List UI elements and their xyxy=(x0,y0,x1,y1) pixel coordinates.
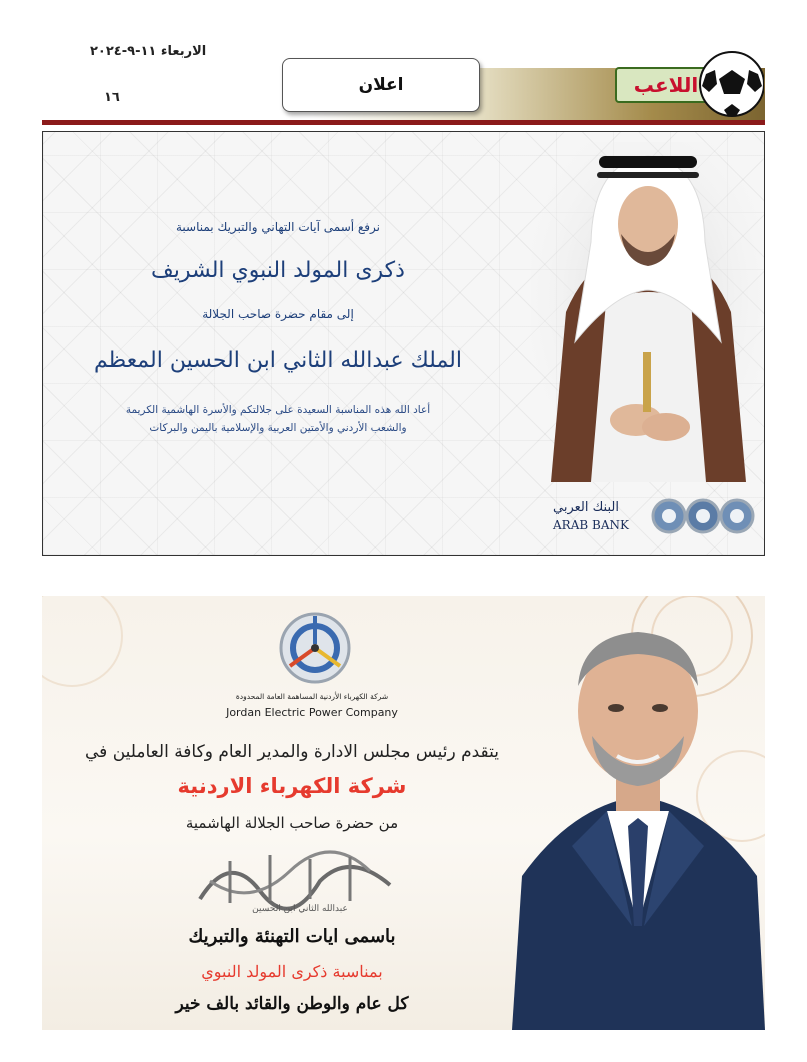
royal-calligraphy-signature xyxy=(190,841,410,913)
ad1-addressee-intro: إلى مقام حضرة صاحب الجلالة xyxy=(202,307,354,321)
ad2-intro: يتقدم رئيس مجلس الادارة والمدير العام وكافة العاملين في xyxy=(85,742,499,762)
ad1-occasion: ذكرى المولد النبوي الشريف xyxy=(151,258,405,283)
jepco-logo-icon xyxy=(270,608,360,688)
king-portrait-suit xyxy=(512,596,765,1030)
king-portrait-traditional xyxy=(531,142,765,487)
arab-bank-advertisement xyxy=(42,131,765,556)
bank-name-english: ARAB BANK xyxy=(553,518,629,532)
ad1-wish-line2: والشعب الأردني والأمتين العربية والإسلامية باليمن والبركات xyxy=(149,422,407,434)
arab-bank-logo xyxy=(543,492,758,542)
ad2-addressee: من حضرة صاحب الجلالة الهاشمية xyxy=(185,814,399,832)
ad2-occasion: بمناسبة ذكرى المولد النبوي xyxy=(201,962,383,981)
ad2-wish: كل عام والوطن والقائد بالف خير xyxy=(175,994,409,1014)
jepco-advertisement xyxy=(42,596,765,1030)
page-number: ١٦ xyxy=(104,90,120,105)
header-rule xyxy=(42,120,765,125)
signature-text: عبدالله الثاني ابن الحسين xyxy=(252,904,348,913)
ad2-greeting: باسمى ايات التهنئة والتبريك xyxy=(188,926,396,947)
bank-name-arabic: البنك العربي xyxy=(553,500,619,515)
ad1-king-name: الملك عبدالله الثاني ابن الحسين المعظم xyxy=(94,348,462,373)
company-name-english: Jordan Electric Power Company xyxy=(226,706,398,719)
company-name-arabic: شركة الكهرباء الأردنية المساهمة العامة المحدودة xyxy=(235,692,389,701)
ad2-company-title: شركة الكهرباء الاردنية xyxy=(177,774,407,798)
logo-text: اللاعب xyxy=(633,73,699,97)
newspaper-logo xyxy=(614,48,764,120)
page-header xyxy=(42,38,765,126)
bank-coins-icon xyxy=(651,496,756,536)
section-label: اعلان xyxy=(282,58,480,112)
issue-date: الاربعاء ١١-٩-٢٠٢٤ xyxy=(90,44,207,59)
ad1-intro: نرفع أسمى آيات التهاني والتبريك بمناسبة xyxy=(175,220,381,234)
ad1-wish-line1: أعاد الله هذه المناسبة السعيدة على جلالتكم والأسرة الهاشمية الكريمة xyxy=(125,404,431,416)
